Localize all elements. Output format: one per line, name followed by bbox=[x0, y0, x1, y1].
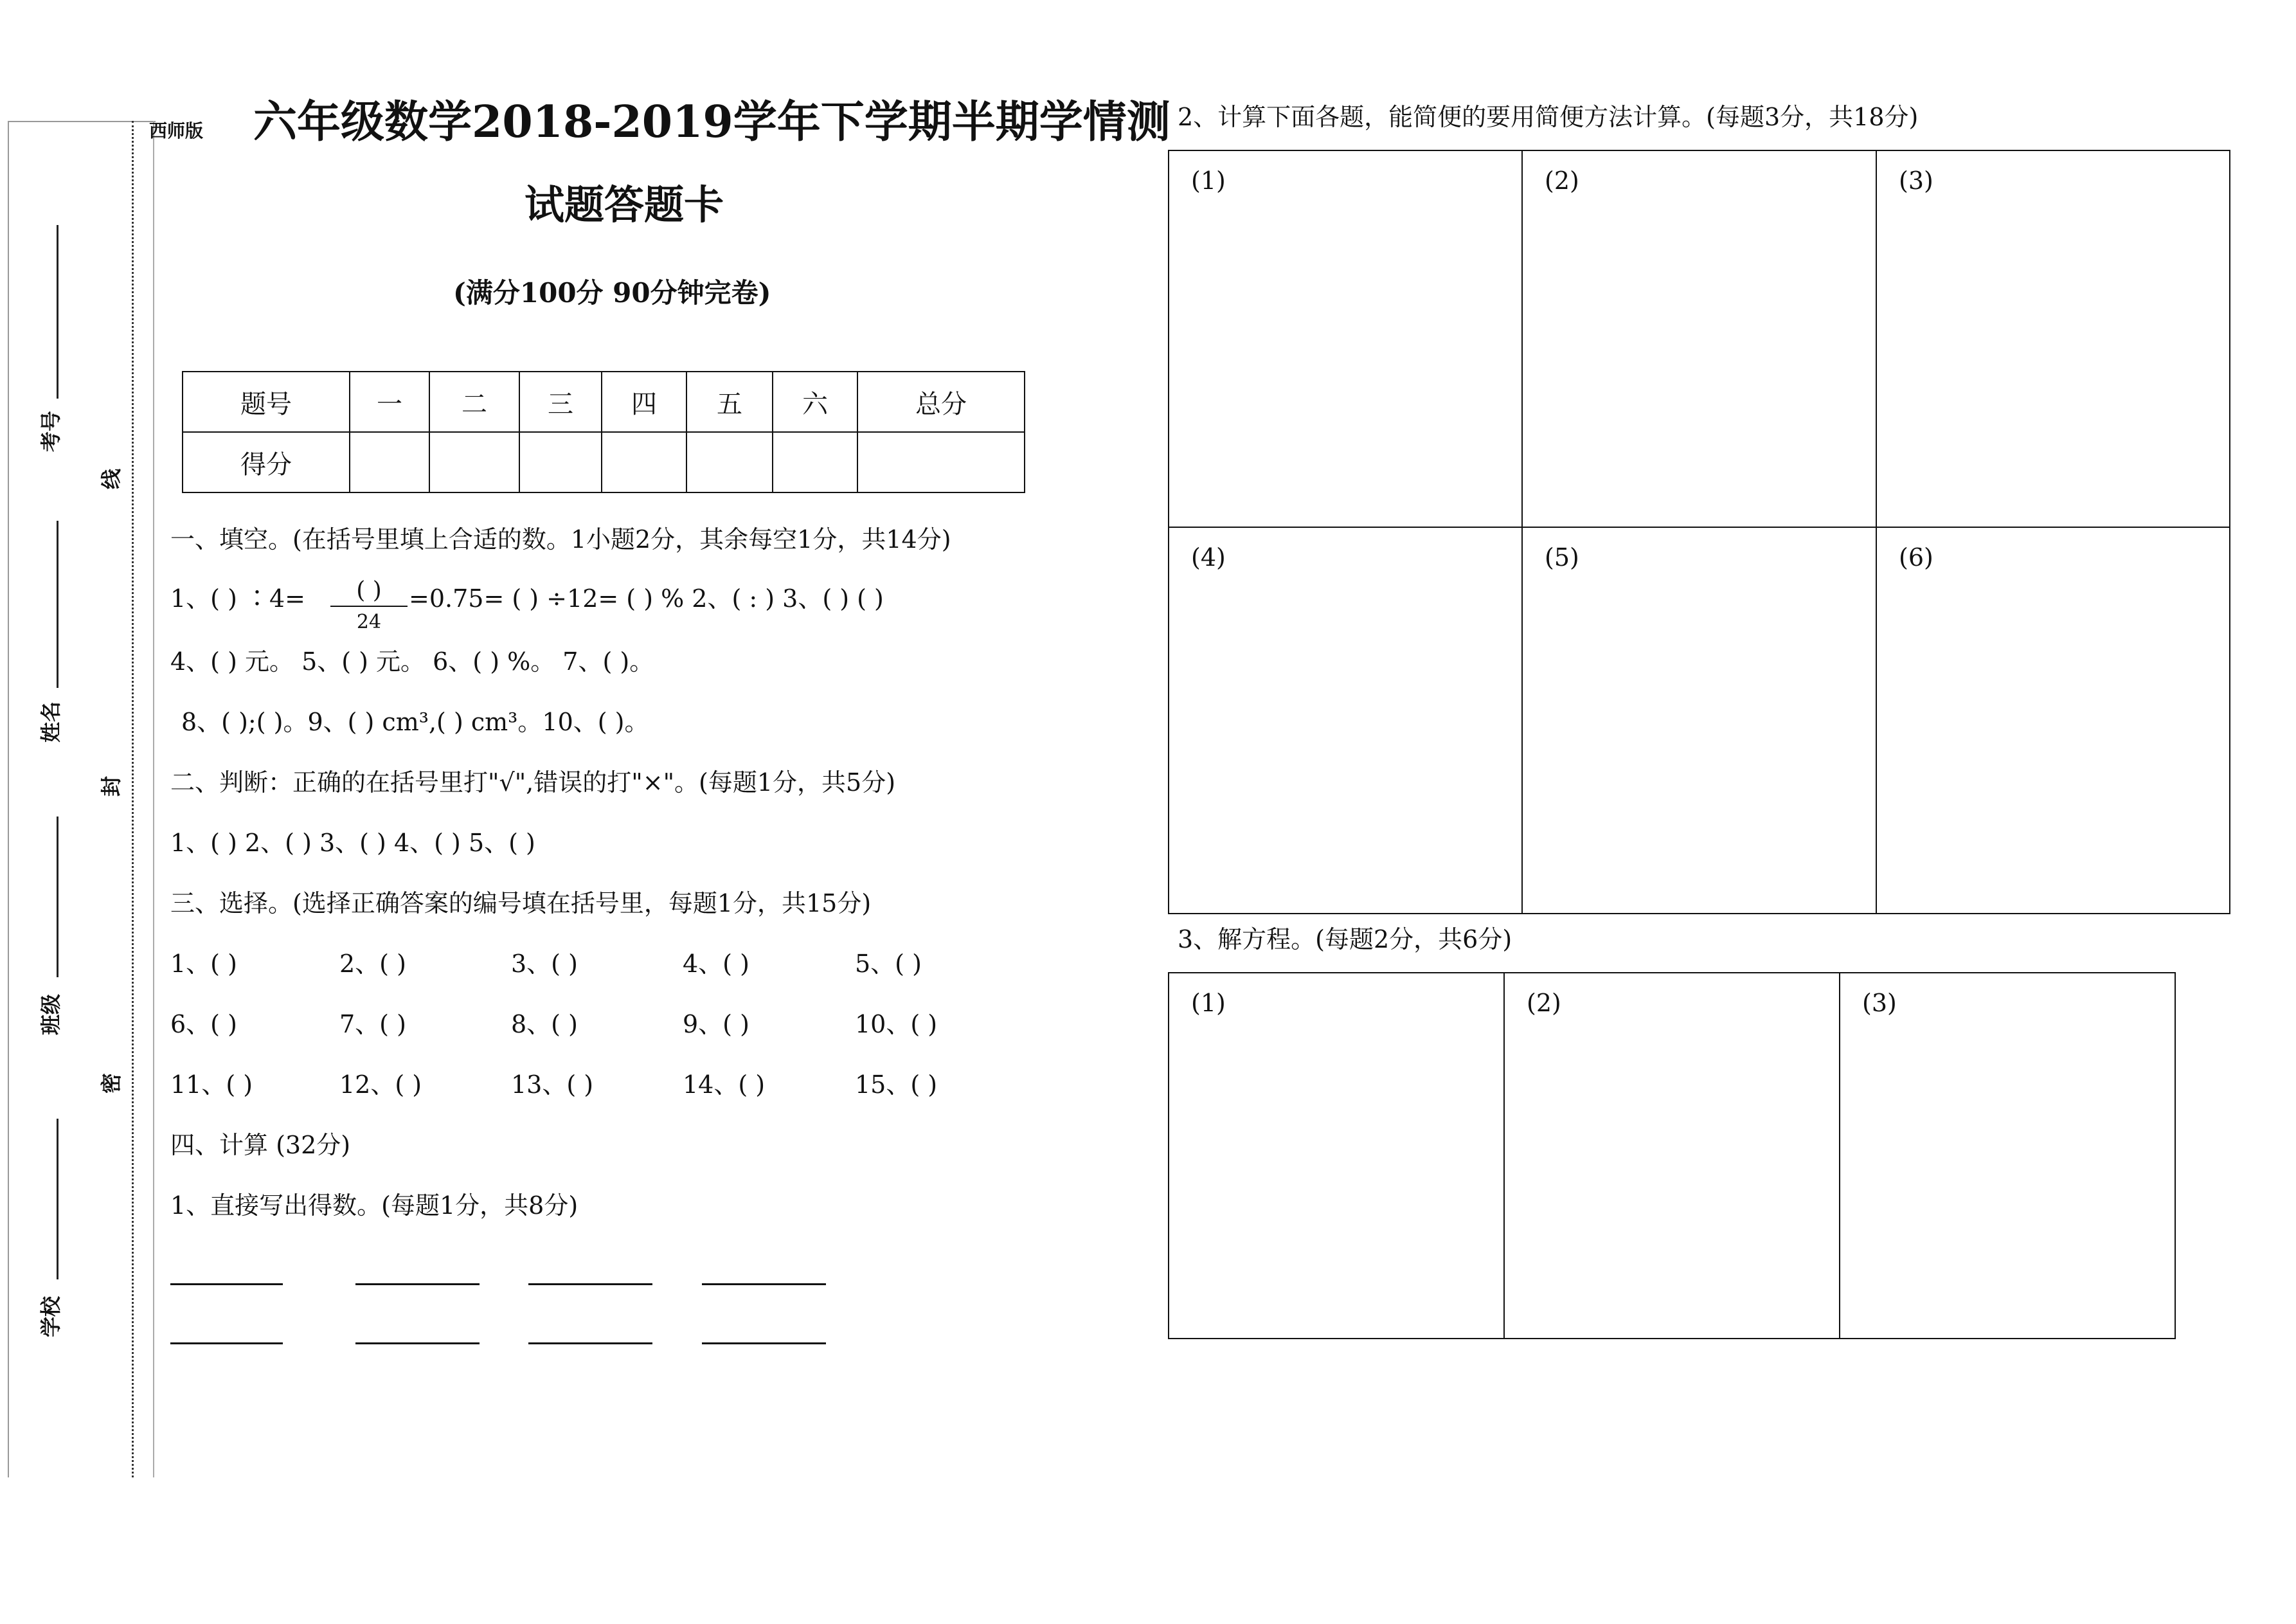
exam-number-line bbox=[57, 225, 62, 399]
edition-label: 西师版 bbox=[149, 120, 204, 141]
answer-blank-8[interactable] bbox=[702, 1342, 826, 1344]
score-row-label: 得分 bbox=[183, 432, 350, 492]
score-cell-q5: 五 bbox=[686, 372, 773, 432]
calc-cell-2[interactable] bbox=[1521, 150, 1877, 528]
name-line bbox=[57, 521, 62, 688]
calc-cell-5-label: (5) bbox=[1545, 543, 1579, 572]
score-input-q2[interactable] bbox=[429, 432, 519, 492]
choice-13[interactable]: 13、( ) bbox=[511, 1070, 594, 1099]
page-title: 六年级数学2018-2019学年下学期半期学情测 bbox=[253, 96, 1170, 148]
answer-blank-3[interactable] bbox=[528, 1283, 652, 1285]
score-input-q3[interactable] bbox=[519, 432, 602, 492]
choice-1[interactable]: 1、( ) bbox=[170, 950, 237, 978]
score-input-q1[interactable] bbox=[350, 432, 429, 492]
calc-cell-4-label: (4) bbox=[1191, 543, 1226, 572]
score-cell-q1: 一 bbox=[350, 372, 429, 432]
score-input-q6[interactable] bbox=[773, 432, 857, 492]
exam-number-label: 考号 bbox=[39, 410, 64, 453]
school-line bbox=[57, 1119, 62, 1279]
score-cell-label: 题号 bbox=[183, 372, 350, 432]
calc-cell-6[interactable] bbox=[1876, 527, 2230, 914]
equation-cell-3-label: (3) bbox=[1862, 989, 1897, 1017]
calc-cell-3-label: (3) bbox=[1899, 167, 1933, 195]
section4-heading: 四、计算 (32分) bbox=[170, 1131, 351, 1159]
section1-heading: 一、填空。(在括号里填上合适的数。1小题2分，其余每空1分，共14分) bbox=[170, 525, 951, 554]
choice-3[interactable]: 3、( ) bbox=[511, 950, 578, 978]
score-cell-q3: 三 bbox=[519, 372, 602, 432]
answer-blank-5[interactable] bbox=[170, 1342, 283, 1344]
choice-10[interactable]: 10、( ) bbox=[855, 1010, 938, 1038]
answer-blank-6[interactable] bbox=[355, 1342, 480, 1344]
class-label: 班级 bbox=[39, 993, 64, 1036]
choice-14[interactable]: 14、( ) bbox=[683, 1070, 766, 1099]
choice-4[interactable]: 4、( ) bbox=[683, 950, 749, 978]
school-label: 学校 bbox=[39, 1295, 64, 1338]
fraction-denominator: 24 bbox=[356, 611, 382, 633]
seal-char-secret: 密 bbox=[99, 1072, 124, 1094]
section2-answers[interactable]: 1、( ) 2、( ) 3、( ) 4、( ) 5、( ) bbox=[170, 829, 535, 857]
choice-12[interactable]: 12、( ) bbox=[339, 1070, 422, 1099]
choice-7[interactable]: 7、( ) bbox=[339, 1010, 406, 1038]
section1-line1-a[interactable]: 1、( ) ∶4= bbox=[170, 584, 306, 613]
choice-6[interactable]: 6、( ) bbox=[170, 1010, 237, 1038]
choice-11[interactable]: 11、( ) bbox=[170, 1070, 253, 1099]
section2-heading: 二、判断：正确的在括号里打"√",错误的打"×"。(每题1分，共5分) bbox=[170, 768, 896, 797]
seal-char-line: 线 bbox=[99, 468, 124, 490]
equation-cell-1-label: (1) bbox=[1191, 989, 1226, 1017]
equation-cell-2-label: (2) bbox=[1527, 989, 1561, 1017]
score-input-q4[interactable] bbox=[602, 432, 686, 492]
full-mark-note: (满分100分 90分钟完卷) bbox=[453, 277, 771, 309]
calc-cell-1-label: (1) bbox=[1191, 167, 1226, 195]
fraction-bar bbox=[330, 606, 408, 607]
score-cell-q6: 六 bbox=[773, 372, 857, 432]
calc-cell-6-label: (6) bbox=[1899, 543, 1933, 572]
calc-cell-4[interactable] bbox=[1168, 527, 1523, 914]
score-input-total[interactable] bbox=[857, 432, 1025, 492]
page-subtitle: 试题答题卡 bbox=[525, 181, 724, 228]
score-table-header-row bbox=[183, 372, 1025, 432]
choice-15[interactable]: 15、( ) bbox=[855, 1070, 938, 1099]
margin-left-rule bbox=[8, 121, 9, 1477]
equation-cell-3[interactable] bbox=[1839, 972, 2176, 1339]
name-label: 姓名 bbox=[39, 701, 64, 743]
class-line bbox=[57, 817, 62, 977]
section4-sub1: 1、直接写出得数。(每题1分，共8分) bbox=[170, 1191, 578, 1220]
binding-margin bbox=[0, 0, 167, 1479]
score-table-score-row bbox=[183, 432, 1025, 492]
calc-cell-5[interactable] bbox=[1521, 527, 1877, 914]
score-cell-total: 总分 bbox=[857, 372, 1025, 432]
seal-char-seal: 封 bbox=[99, 775, 124, 797]
margin-inner-rule bbox=[153, 121, 154, 1477]
calc-cell-1[interactable] bbox=[1168, 150, 1523, 528]
score-cell-q2: 二 bbox=[429, 372, 519, 432]
equation-cell-2[interactable] bbox=[1503, 972, 1840, 1339]
choice-5[interactable]: 5、( ) bbox=[855, 950, 922, 978]
calc-heading: 2、计算下面各题，能简便的要用简便方法计算。(每题3分，共18分) bbox=[1178, 103, 1919, 131]
choice-2[interactable]: 2、( ) bbox=[339, 950, 406, 978]
fraction-numerator: ( ) bbox=[356, 577, 382, 604]
equation-cell-1[interactable] bbox=[1168, 972, 1505, 1339]
score-table bbox=[182, 371, 1025, 493]
calc-cell-2-label: (2) bbox=[1545, 167, 1579, 195]
section3-heading: 三、选择。(选择正确答案的编号填在括号里，每题1分，共15分) bbox=[170, 889, 872, 917]
choice-9[interactable]: 9、( ) bbox=[683, 1010, 749, 1038]
answer-blank-1[interactable] bbox=[170, 1283, 283, 1285]
section1-line3[interactable]: 8、( );( )。9、( ) cm³,( ) cm³。10、( )。 bbox=[181, 708, 649, 736]
calc-cell-3[interactable] bbox=[1876, 150, 2230, 528]
section1-line1-b[interactable]: =0.75= ( ) ÷12= ( ) % 2、( : ) 3、( ) ( ) bbox=[409, 584, 884, 613]
answer-blank-4[interactable] bbox=[702, 1283, 826, 1285]
section1-line2[interactable]: 4、( ) 元。 5、( ) 元。 6、( ) %。 7、( )。 bbox=[170, 647, 654, 676]
margin-fold-line bbox=[132, 121, 134, 1477]
answer-blank-2[interactable] bbox=[355, 1283, 480, 1285]
answer-blank-7[interactable] bbox=[528, 1342, 652, 1344]
equation-heading: 3、解方程。(每题2分，共6分) bbox=[1178, 925, 1512, 953]
score-input-q5[interactable] bbox=[686, 432, 773, 492]
choice-8[interactable]: 8、( ) bbox=[511, 1010, 578, 1038]
score-cell-q4: 四 bbox=[602, 372, 686, 432]
